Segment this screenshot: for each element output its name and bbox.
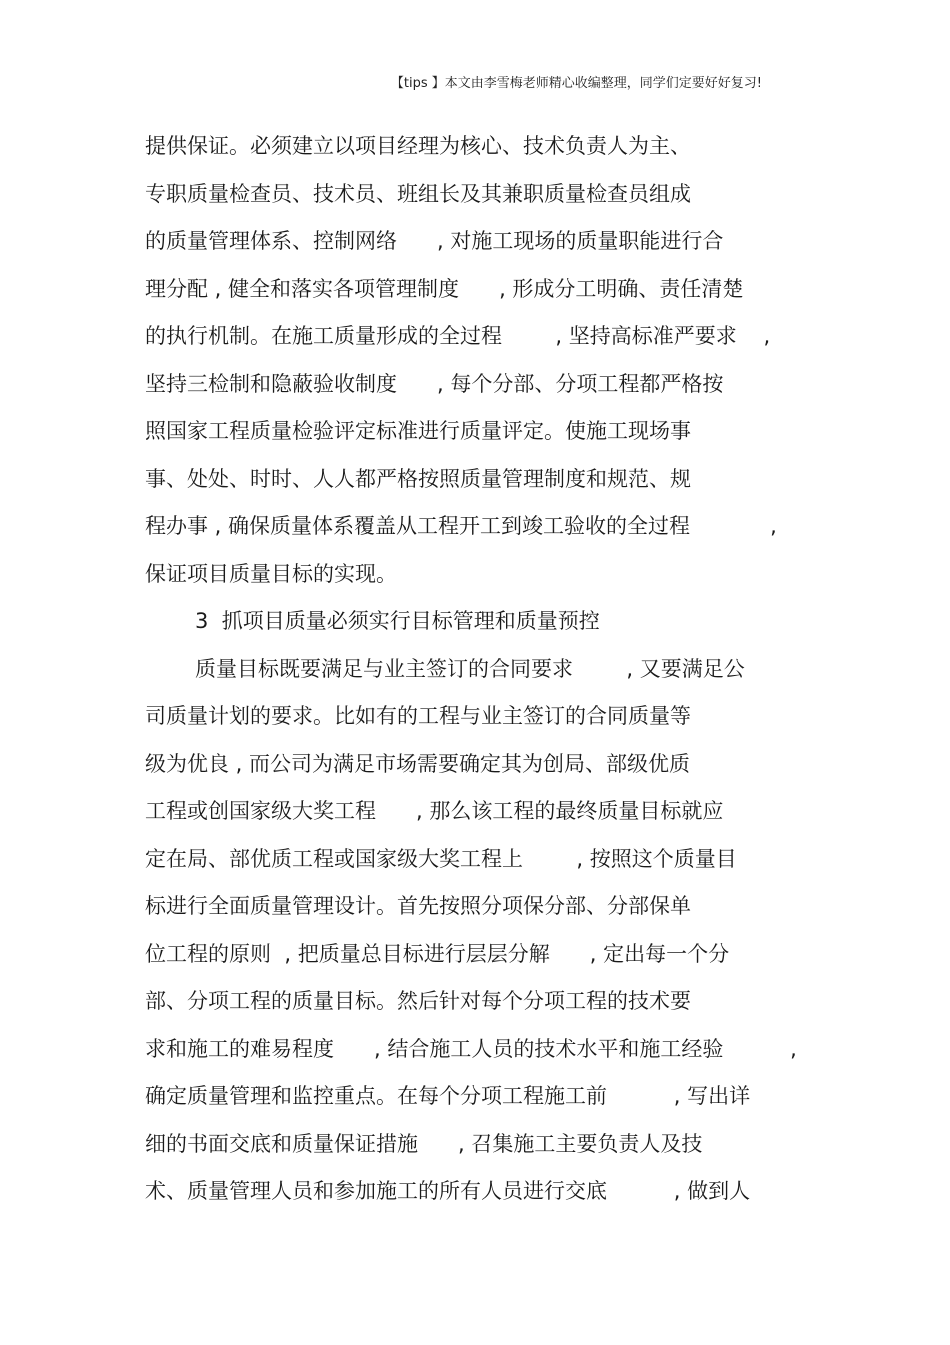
text-line: 理分配 , 健全和落实各项管理制度 , 形成分工明确、责任清楚 [145, 276, 744, 301]
text-line: 司质量计划的要求。比如有的工程与业主签订的合同质量等 [145, 704, 691, 728]
text-line: 术、质量管理人员和参加施工的所有人员进行交底 , 做到人 [145, 1179, 751, 1203]
text-line: 部、分项工程的质量目标。然后针对每个分项工程的技术要 [145, 989, 691, 1013]
text-line: 程办事 , 确保质量体系覆盖从工程开工到竣工验收的全过程 , [145, 514, 777, 538]
text-line: 求和施工的难易程度 , 结合施工人员的技术水平和施工经验 , [145, 1036, 797, 1061]
text-line: 保证项目质量目标的实现。 [145, 561, 397, 586]
text-line: 确定质量管理和监控重点。在每个分项工程施工前 , 写出详 [145, 1084, 751, 1108]
paragraph-first-line: 质量目标既要满足与业主签订的合同要求 , 又要满足公 [195, 656, 745, 681]
text-line: 照国家工程质量检验评定标准进行质量评定。使施工现场事 [145, 419, 691, 443]
text-line: 细的书面交底和质量保证措施 , 召集施工主要负责人及技 [145, 1131, 703, 1156]
text-line: 专职质量检查员、技术员、班组长及其兼职质量检查员组成 [145, 181, 691, 206]
text-line: 的执行机制。在施工质量形成的全过程 , 坚持高标准严要求 , [145, 324, 771, 348]
text-line: 工程或创国家级大奖工程 , 那么该工程的最终质量目标就应 [145, 799, 724, 823]
text-line: 级为优良 , 而公司为满足市场需要确定其为创局、部级优质 [145, 751, 691, 776]
document-body [145, 127, 825, 1220]
section-heading: 3 抓项目质量必须实行目标管理和质量预控 [195, 609, 600, 633]
text-line: 的质量管理体系、控制网络 , 对施工现场的质量职能进行合 [145, 229, 724, 253]
text-line: 事、处处、时时、人人都严格按照质量管理制度和规范、规 [145, 466, 691, 491]
page-header-tips: 【tips 】本文由李雪梅老师精心收编整理，同学们定要好好复习! [390, 76, 762, 91]
text-line: 提供保证。必须建立以项目经理为核心、技术负责人为主、 [145, 134, 691, 158]
text-line: 标进行全面质量管理设计。首先按照分项保分部、分部保单 [145, 894, 691, 918]
text-line: 定在局、部优质工程或国家级大奖工程上 , 按照这个质量目 [145, 846, 737, 871]
text-line: 位工程的原则 , 把质量总目标进行层层分解 , 定出每一个分 [145, 941, 730, 966]
text-line: 坚持三检制和隐蔽验收制度 , 每个分部、分项工程都严格按 [145, 371, 724, 396]
